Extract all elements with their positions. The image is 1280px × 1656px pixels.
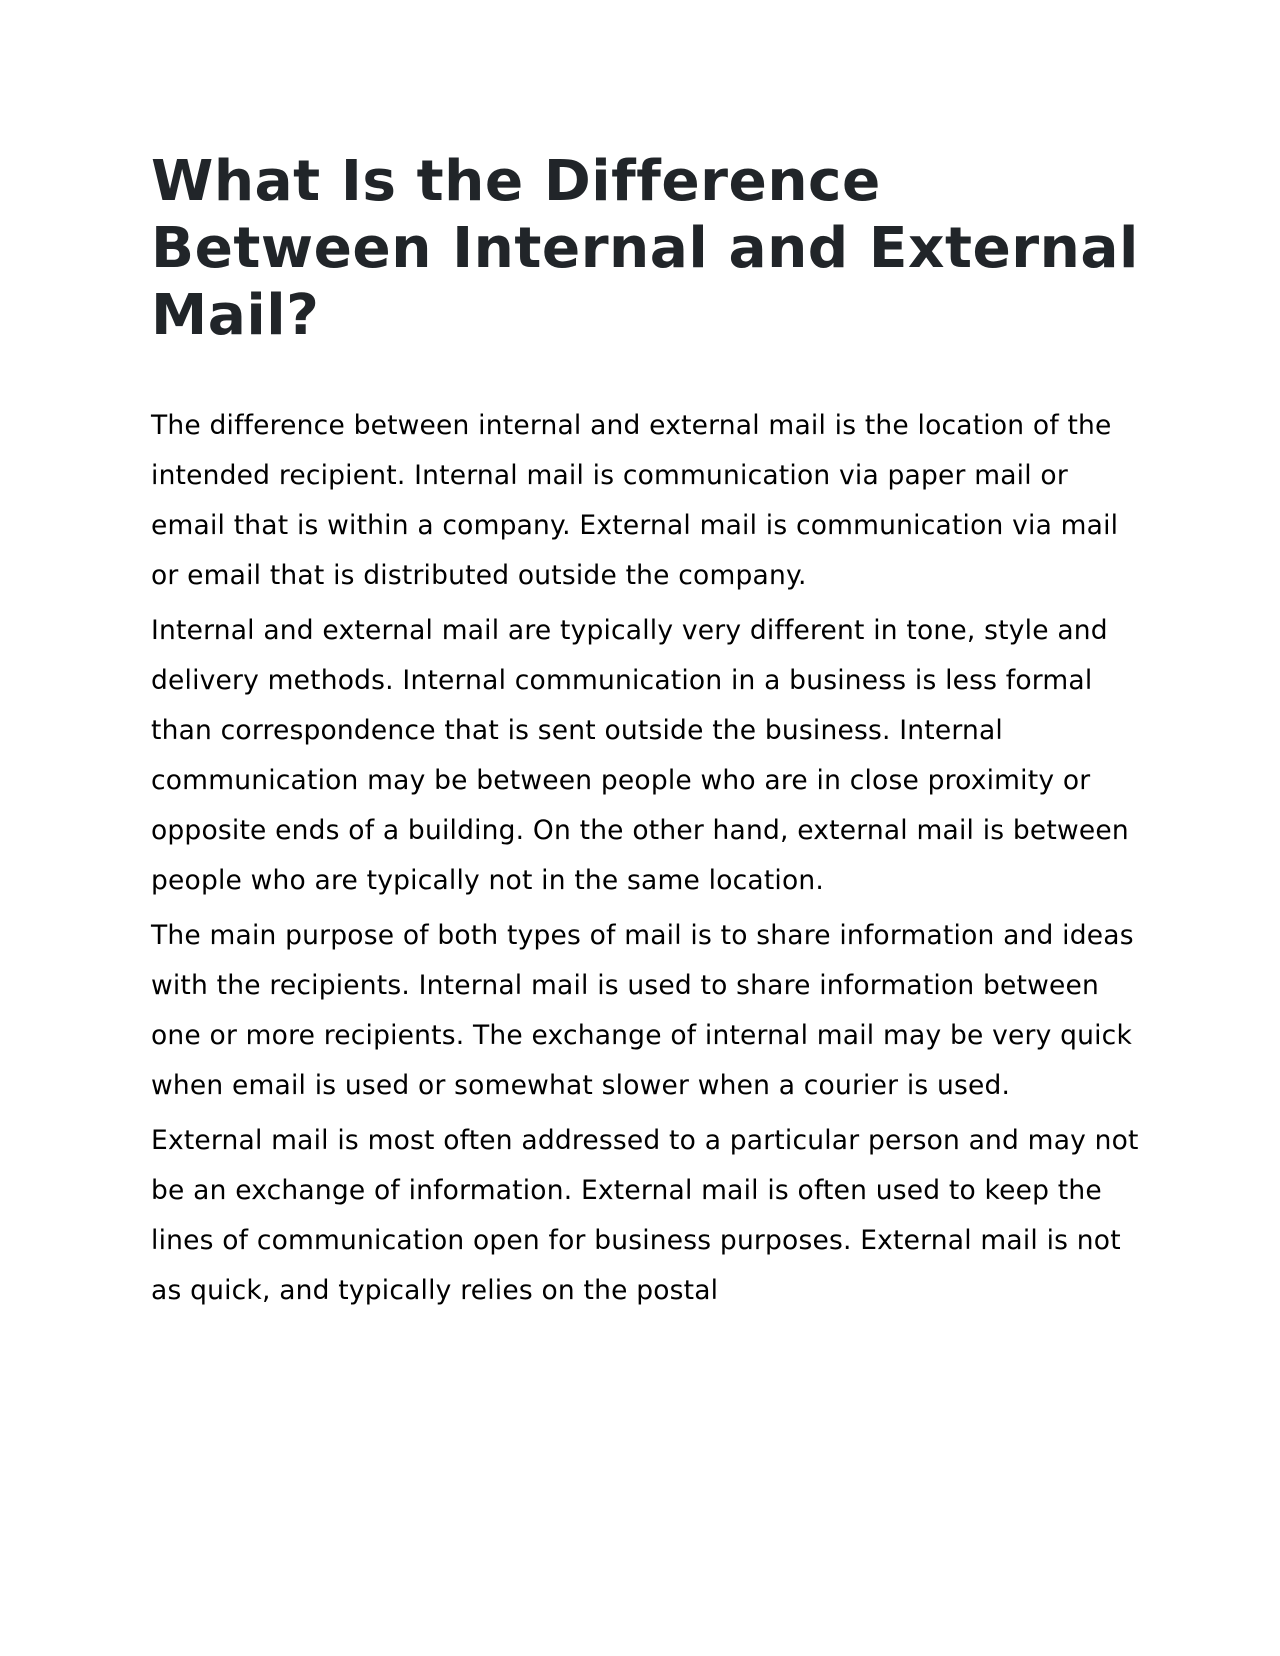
paragraph-4: External mail is most often addressed to a particular person and may not be an exchange of information. External mail is often used to keep the lines of communication open for business purposes. External mail is not as quick, and typically relies on the postal <box>151 1125 1139 1306</box>
paragraph-3: The main purpose of both types of mail is to share information and ideas with the recipients. Internal mail is used to share information between one or more recipients. The exchange of internal mail may be very quick when email is used or somewhat slower when a courier is used. <box>151 920 1134 1101</box>
document-page <box>151 148 1141 1321</box>
paragraph-2: Internal and external mail are typically very different in tone, style and delivery methods. Internal communication in a business is less formal than correspondence that is sent outside the business. Internal communication may be between people who are in close proximity or opposite ends of a building. On the other hand, external mail is between people who are typically not in the same location. <box>151 615 1129 896</box>
article-body <box>151 401 1141 1316</box>
paragraph-1: The difference between internal and external mail is the location of the intended recipient. Internal mail is communication via paper mail or email that is within a company. External mail is communication via mail or email that is distributed outside the company. <box>151 410 1119 591</box>
page-title: What Is the Difference Between Internal and External Mail? <box>151 149 1139 348</box>
